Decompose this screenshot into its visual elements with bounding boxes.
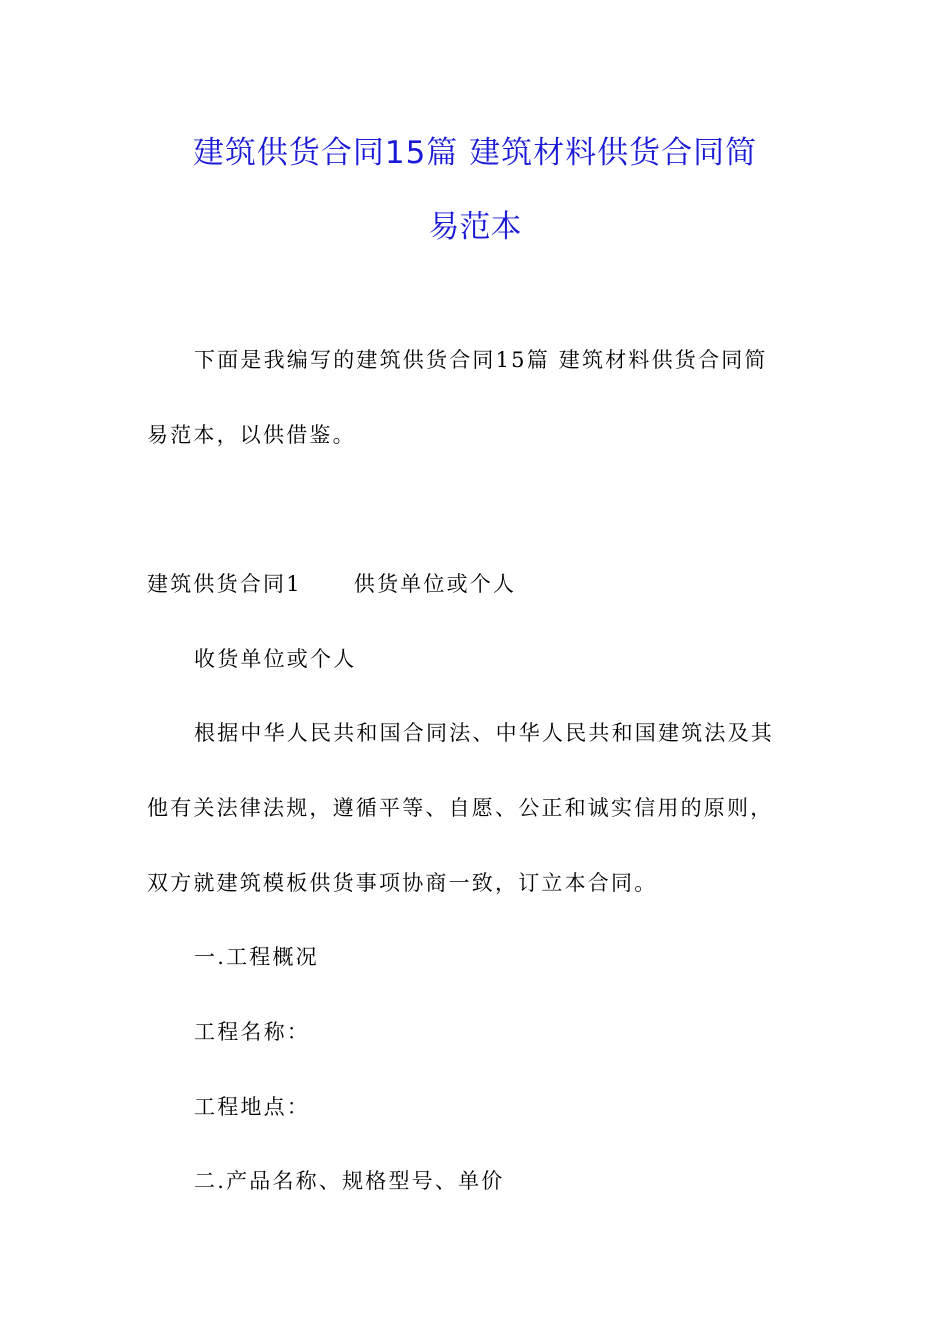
- project-location-label: 工程地点：: [194, 1095, 310, 1119]
- document-title-line-1: 建筑供货合同15篇 建筑材料供货合同简: [192, 135, 758, 171]
- basis-line-3: 双方就建筑模板供货事项协商一致，订立本合同。: [147, 871, 658, 895]
- basis-line-1: 根据中华人民共和国合同法、中华人民共和国建筑法及其: [194, 721, 774, 745]
- receiver-label: 收货单位或个人: [194, 647, 357, 671]
- supplier-label: 供货单位或个人: [353, 572, 517, 596]
- project-name-label: 工程名称：: [194, 1020, 310, 1044]
- document-title-line-2: 易范本: [428, 209, 522, 245]
- contract-heading: 建筑供货合同1: [147, 572, 302, 596]
- basis-line-2: 他有关法律法规，遵循平等、自愿、公正和诚实信用的原则，: [147, 796, 774, 820]
- intro-line-1: 下面是我编写的建筑供货合同15篇 建筑材料供货合同简: [194, 348, 768, 372]
- intro-line-2: 易范本，以供借鉴。: [147, 423, 356, 447]
- section-1-heading: 一.工程概况: [194, 945, 319, 969]
- contract-heading-row: [147, 570, 516, 598]
- section-2-heading: 二.产品名称、规格型号、单价: [194, 1169, 505, 1193]
